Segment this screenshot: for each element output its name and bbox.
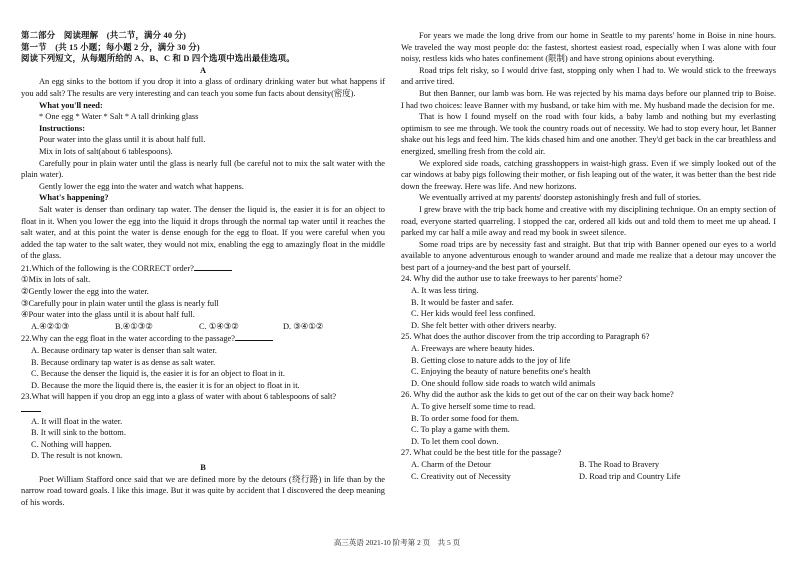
- option-b[interactable]: B. To order some food for them.: [411, 413, 520, 423]
- q21-item: ③Carefully pour in plain water until the glass is nearly full: [21, 298, 219, 308]
- q23-blank-line: [21, 403, 385, 416]
- option-a[interactable]: A. Freeways are where beauty hides.: [411, 344, 535, 354]
- need-heading: What you'll need:: [39, 100, 103, 110]
- question-24: 24. Why did the author use to take freeways to her parents' home?: [401, 274, 623, 284]
- option-d[interactable]: D. She felt better with other drivers nearby.: [411, 320, 557, 330]
- passage-b-paragraph: We explored side roads, catching grasshoppers in waist-high grass. Even if we simply looked out of the car windows at baby pigs following their mother, or fish leaping out of the water, it was better than the best ride down the freeway. Here was life. And new horizons.: [401, 158, 776, 191]
- q21-options: [21, 321, 385, 333]
- instructions-heading: Instructions:: [39, 123, 86, 133]
- answer-blank[interactable]: [235, 332, 273, 341]
- q21-item: ②Gently lower the egg into the water.: [21, 287, 149, 297]
- option-a[interactable]: A. To give herself some time to read.: [411, 402, 536, 411]
- option-c[interactable]: C. Nothing will happen.: [31, 439, 112, 449]
- passage-b-paragraph: For years we made the long drive from our home in Seattle to my parents' home in Boise in nine hours. We traveled the way most people do: the fastest, shortest easiest road, especially when I was alone with four noisy, restless kids who hates confinement (限制) and have strong opinions about everything.: [401, 31, 776, 64]
- option-c[interactable]: C. To play a game with them.: [411, 425, 510, 435]
- passage-b-paragraph: We eventually arrived at my parents' doorstep astonishingly fresh and full of stories.: [419, 193, 702, 203]
- answer-blank[interactable]: [194, 262, 232, 271]
- passage-b-intro: Poet William Stafford once said that we are defined more by the detours (绕行路) in life than by the narrow road toward goals. I like this image. But it was quite by accident that I discovered the deep meaning of his words.: [21, 474, 385, 507]
- option-b[interactable]: B. It will sink to the bottom.: [31, 428, 126, 438]
- option-d[interactable]: D. One should follow side roads to watch wild animals: [411, 378, 596, 388]
- need-items: * One egg * Water * Salt * A tall drinking glass: [39, 112, 199, 122]
- happening-paragraph: Salt water is denser than ordinary tap water. The denser the liquid is, the easier it is for an object to float in it. When you lower the egg into the liquid it drops through the normal tap water until it reaches the salt water, and at this point the water is dense enough for the egg to float. If you were careful when you added the tap water to the salt water, they would not mix, enabling the egg to amazingly float in the middle of the glass.: [21, 204, 385, 261]
- option-b[interactable]: B.④①③②: [115, 321, 153, 331]
- passage-b-paragraph: Road trips felt risky, so I would drive fast, stopping only when I had to. We would stick to the freeways and arrive tired.: [401, 65, 776, 87]
- option-d[interactable]: D. ③④①②: [283, 321, 324, 331]
- instruction-step-1: Pour water into the glass until it is about half full.: [39, 135, 206, 145]
- option-c[interactable]: C. Her kids would feel less confined.: [411, 309, 536, 319]
- instruction-step-4: Gently lower the egg into the water and watch what happens.: [39, 181, 244, 191]
- passage-b-paragraph: I grew brave with the trip back home and creative with my disciplining technique. On an empty section of road, everyone started quarreling. I stopped the car, ordered all kids out and told them to meet me up ahead. I parked my car half a mile away and read my book in sweet silence.: [401, 204, 776, 238]
- option-d[interactable]: D. The result is not known.: [31, 451, 123, 461]
- option-a[interactable]: A.④②①③: [31, 321, 70, 331]
- option-c[interactable]: C. ①④③②: [199, 321, 239, 331]
- question-27: 27. What could be the best title for the passage?: [401, 448, 562, 458]
- page-footer: 高三英语 2021-10 阶考第 2 页 共 5 页: [333, 538, 461, 547]
- q27-options-row: [401, 471, 776, 483]
- answer-blank[interactable]: [21, 403, 41, 412]
- option-b[interactable]: B. It would be faster and safer.: [411, 297, 514, 307]
- question-21-text: 21.Which of the following is the CORRECT order?: [21, 263, 194, 273]
- passage-b-paragraph: Some road trips are by necessity fast and straight. But that trip with Banner opened our eyes to a world available to anyone adventurous enough to wander around and made me realize that a detour may uncover the best part of a journey-and the best part of yourself.: [401, 239, 776, 272]
- passage-b-paragraph: But then Banner, our lamb was born. He was rejected by his mama days before our planned trip to Boise. I had two choices: leave Banner with my husband, or take him with me. My husband made the decision for me.: [401, 88, 776, 110]
- q27-options-row: [401, 459, 776, 471]
- question-21: [21, 262, 385, 275]
- question-26: 26. Why did the author ask the kids to get out of the car on their way back home?: [401, 390, 674, 400]
- option-a[interactable]: A. It will float in the water.: [31, 416, 123, 426]
- left-column: [21, 30, 385, 508]
- part-heading: 第二部分 阅读理解 (共二节，满分 40 分): [21, 31, 187, 40]
- option-c[interactable]: C. Creativity out of Necessity: [411, 471, 511, 481]
- option-d[interactable]: D. To let them cool down.: [411, 436, 499, 446]
- q21-item: ④Pour water into the glass until it is about half full.: [21, 310, 195, 320]
- option-d[interactable]: D. Road trip and Country Life: [579, 471, 681, 481]
- option-c[interactable]: C. Enjoying the beauty of nature benefits one's health: [411, 367, 591, 377]
- passage-a-intro: An egg sinks to the bottom if you drop it into a glass of ordinary drinking water but what happens if you add salt? The results are very interesting and can teach you some fun facts about density(密度).: [21, 77, 385, 98]
- instructions: 阅读下列短文，从每题所给的 A、B、C 和 D 四个选项中选出最佳选项。: [21, 54, 295, 64]
- option-d[interactable]: D. Because the more the liquid there is, the easier it is for an object to float in it.: [31, 380, 300, 390]
- instruction-step-2: Mix in lots of salt(about 6 tablespoons).: [39, 146, 173, 156]
- option-b[interactable]: B. Getting close to nature adds to the joy of life: [411, 355, 571, 365]
- question-25: 25. What does the author discover from the trip according to Paragraph 6?: [401, 332, 650, 342]
- section-heading: 第一节 (共 15 小题；每小题 2 分，满分 30 分): [21, 42, 200, 52]
- option-c[interactable]: C. Because the denser the liquid is, the easier it is for an object to float in it.: [31, 369, 285, 379]
- question-22-text: 22.Why can the egg float in the water according to the passage?: [21, 334, 235, 344]
- passage-b-letter: B: [200, 462, 206, 472]
- option-b[interactable]: B. Because ordinary tap water is as dense as salt water.: [31, 357, 216, 367]
- happening-heading: What's happening?: [39, 193, 109, 203]
- option-a[interactable]: A. Because ordinary tap water is denser than salt water.: [31, 346, 217, 356]
- option-a[interactable]: A. Charm of the Detour: [411, 459, 491, 469]
- passage-b-paragraph: That is how I found myself on the road with four kids, a baby lamb and nothing but my everlasting optimism to see me through. We took the country roads out of necessity. We had to stop every hour, let Banner shake out his legs and feed him. The kids chased him and one another. They'd get back in the car breathless and energized, smelling fresh from the cold air.: [401, 112, 776, 156]
- q21-item: ①Mix in lots of salt.: [21, 275, 91, 285]
- question-23: 23.What will happen if you drop an egg into a glass of water with about 6 tablespoons of salt?: [21, 392, 337, 402]
- question-22: [21, 332, 385, 345]
- option-b[interactable]: B. The Road to Bravery: [579, 459, 660, 469]
- right-column: [401, 30, 776, 482]
- instruction-step-3: Carefully pour in plain water until the glass is nearly full (be careful not to mix the salt water with the plain water).: [21, 158, 385, 180]
- passage-a-letter: A: [199, 65, 207, 75]
- option-a[interactable]: A. It was less tiring.: [411, 286, 479, 296]
